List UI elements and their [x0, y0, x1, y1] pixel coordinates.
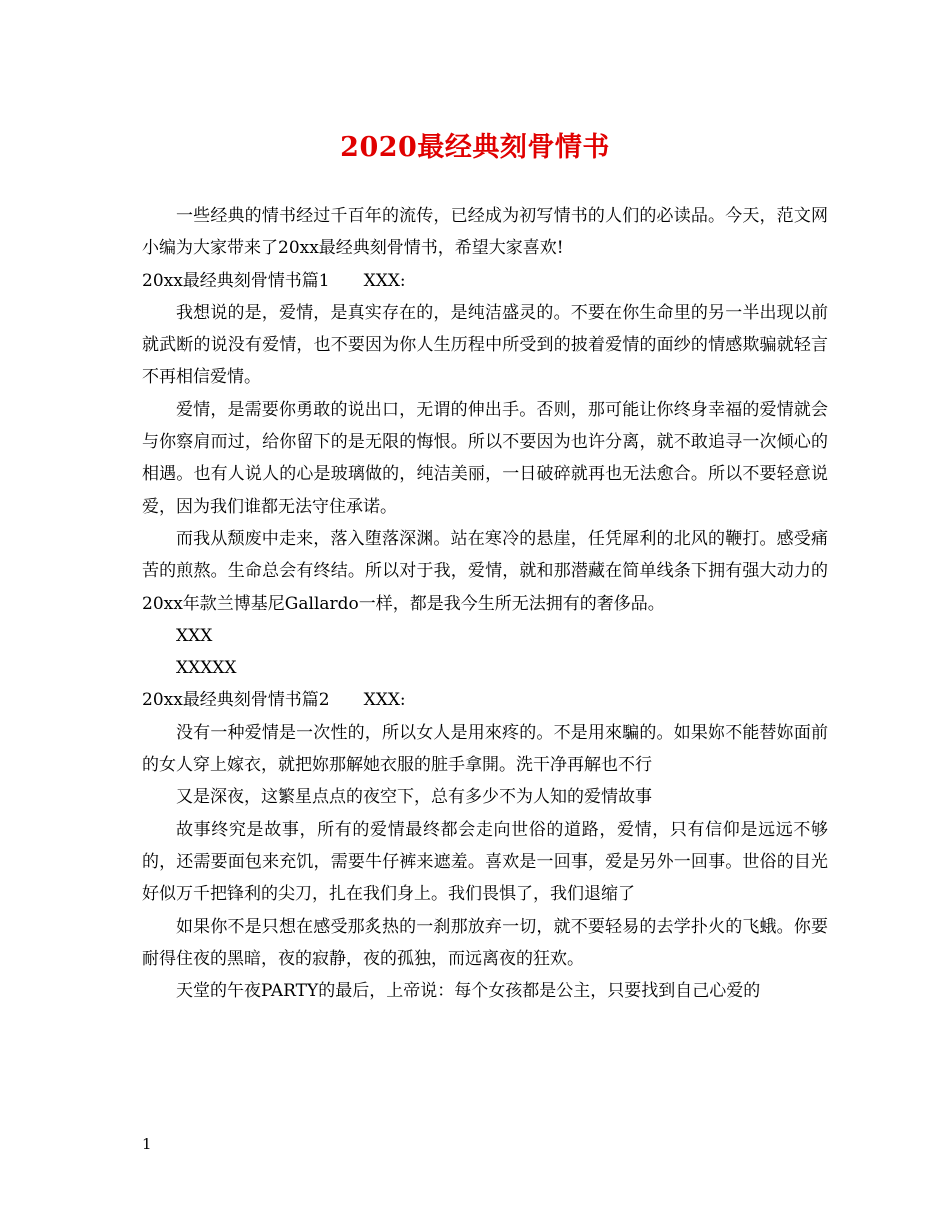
signature-line: XXX [176, 625, 213, 646]
document-title: 2020最经典刻骨情书 [340, 132, 610, 163]
section-2-heading: 20xx最经典刻骨情书篇2 XXX: [142, 690, 406, 711]
section-1-paragraph: 我想说的是，爱情，是真实存在的，是纯洁盛灵的。不要在你生命里的另一半出现以前就武断的说没有爱情，也不要因为你人生历程中所受到的披着爱情的面纱的情感欺骗就轻言不再相信爱情。 [142, 302, 828, 388]
page-number: 1 [142, 1135, 152, 1153]
section-1-paragraph: 爱情，是需要你勇敢的说出口，无谓的伸出手。否则，那可能让你终身幸福的爱情就会与你察肩而过，给你留下的是无限的悔恨。所以不要因为也许分离，就不敢追寻一次倾心的相遇。也有人说人的心是玻璃做的，纯洁美丽，一日破碎就再也无法愈合。所以不要轻意说爱，因为我们谁都无法守住承诺。 [142, 399, 828, 517]
section-1-heading: 20xx最经典刻骨情书篇1 XXX: [142, 270, 406, 291]
document-body [142, 200, 828, 1007]
section-1-paragraph: 而我从颓废中走来，落入堕落深渊。站在寒冷的悬崖，任凭犀利的北风的鞭打。感受痛苦的煎熬。生命总会有终结。所以对于我，爱情，就和那潜藏在简单线条下拥有强大动力的20xx年款兰博基尼Gallardo一样，都是我今生所无法拥有的奢侈品。 [142, 528, 828, 614]
intro-paragraph: 一些经典的情书经过千百年的流传，已经成为初写情书的人们的必读品。今天，范文网小编为大家带来了20xx最经典刻骨情书，希望大家喜欢! [142, 206, 828, 259]
section-2-paragraph: 没有一种爱情是一次性的，所以女人是用來疼的。不是用來騙的。如果妳不能替妳面前的女人穿上嫁衣，就把妳那解她衣服的脏手拿開。洗干净再解也不行 [142, 722, 828, 776]
signature-line: XXXXX [176, 658, 237, 679]
section-2-paragraph: 如果你不是只想在感受那炙热的一刹那放弃一切，就不要轻易的去学扑火的飞蛾。你要耐得住夜的黑暗，夜的寂静，夜的孤独，而远离夜的狂欢。 [142, 916, 828, 969]
section-2-paragraph: 故事终究是故事，所有的爱情最终都会走向世俗的道路，爱情，只有信仰是远远不够的，还需要面包来充饥，需要牛仔裤来遮羞。喜欢是一回事，爱是另外一回事。世俗的目光好似万千把锋利的尖刀，扎在我们身上。我们畏惧了，我们退缩了 [142, 819, 828, 905]
section-2-paragraph: 又是深夜，这繁星点点的夜空下，总有多少不为人知的爱情故事 [176, 787, 652, 808]
section-2-paragraph: 天堂的午夜PARTY的最后，上帝说：每个女孩都是公主，只要找到自己心爱的 [176, 981, 761, 1002]
